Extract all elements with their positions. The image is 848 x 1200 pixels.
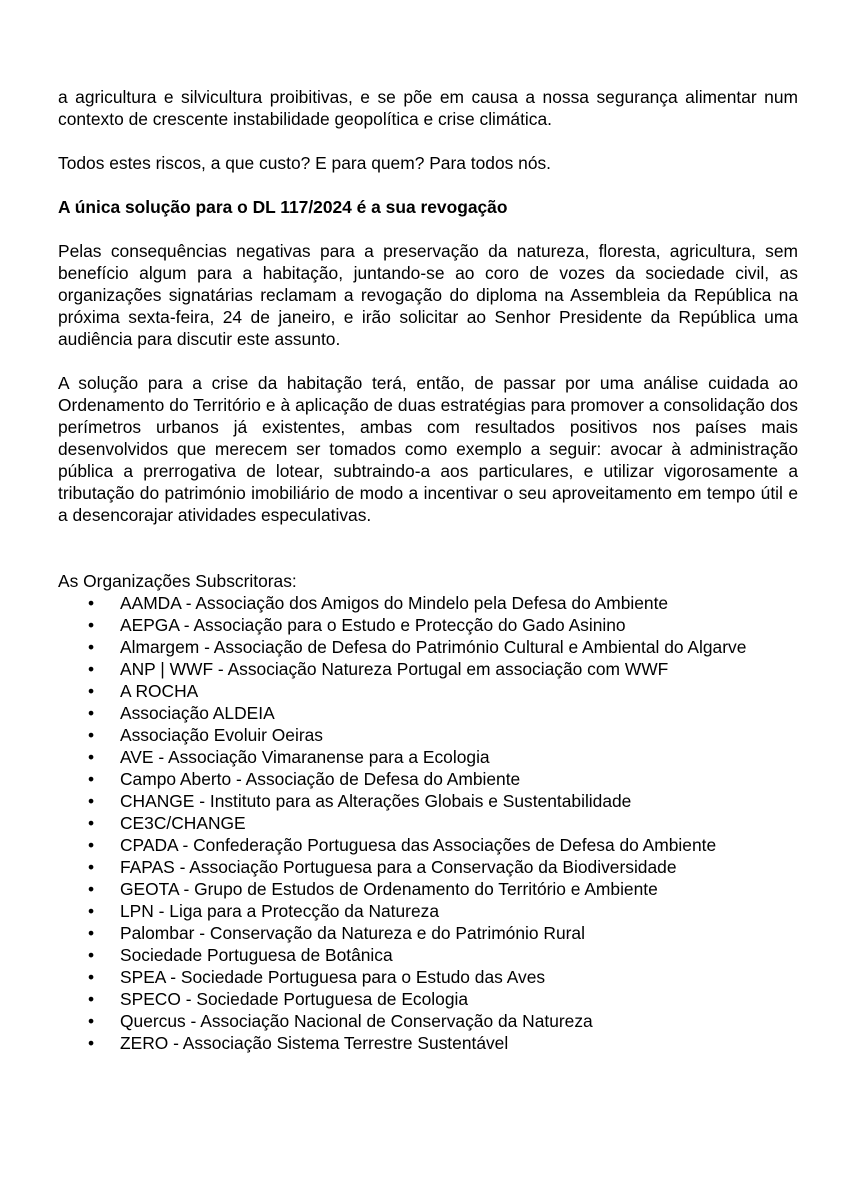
organization-name: CE3C/CHANGE [120,813,246,833]
organization-list-item [58,658,798,680]
bullet-icon: • [88,681,95,701]
bullet-icon: • [88,923,95,943]
organization-name: CHANGE - Instituto para as Alterações Globais e Sustentabilidade [120,791,632,811]
organization-name: A ROCHA [120,681,199,701]
organization-name: FAPAS - Associação Portuguesa para a Conservação da Biodiversidade [120,857,677,877]
bullet-icon: • [88,747,95,767]
organization-name: LPN - Liga para a Protecção da Natureza [120,901,440,921]
organization-list-item [58,702,798,724]
organization-list-item [58,636,798,658]
organization-list-item [58,1010,798,1032]
organization-name: SPECO - Sociedade Portuguesa de Ecologia [120,989,469,1009]
organization-list-item [58,746,798,768]
organization-name: AAMDA - Associação dos Amigos do Mindelo pela Defesa do Ambiente [120,593,669,613]
bullet-icon: • [88,945,95,965]
bullet-icon: • [88,901,95,921]
bullet-icon: • [88,813,95,833]
organization-list-item [58,834,798,856]
organization-list-item [58,724,798,746]
bullet-icon: • [88,593,95,613]
organization-name: SPEA - Sociedade Portuguesa para o Estudo das Aves [120,967,546,987]
bullet-icon: • [88,835,95,855]
bullet-icon: • [88,769,95,789]
paragraph-risks: Todos estes riscos, a que custo? E para quem? Para todos nós. [58,153,552,173]
organization-list-item [58,592,798,614]
section-heading: A única solução para o DL 117/2024 é a sua revogação [58,197,508,217]
bullet-icon: • [88,989,95,1009]
organization-name: Palombar - Conservação da Natureza e do Património Rural [120,923,585,943]
organization-list-item [58,922,798,944]
organizations-title: As Organizações Subscritoras: [58,571,297,591]
bullet-icon: • [88,615,95,635]
organization-name: ANP | WWF - Associação Natureza Portugal em associação com WWF [120,659,669,679]
organization-name: Associação ALDEIA [120,703,275,723]
organization-list-item [58,812,798,834]
organization-name: AVE - Associação Vimaranense para a Ecologia [120,747,490,767]
bullet-icon: • [88,879,95,899]
organization-name: Associação Evoluir Oeiras [120,725,323,745]
organization-list-item [58,878,798,900]
paragraph-food-security: a agricultura e silvicultura proibitivas, e se põe em causa a nossa segurança alimentar num contexto de crescente instabilidade geopolítica e crise climática. [58,87,798,129]
organization-list-item [58,944,798,966]
organization-list-item [58,768,798,790]
bullet-icon: • [88,703,95,723]
bullet-icon: • [88,967,95,987]
organization-list-item [58,614,798,636]
bullet-icon: • [88,1033,95,1053]
organization-list-item [58,1032,798,1054]
organization-name: GEOTA - Grupo de Estudos de Ordenamento do Território e Ambiente [120,879,658,899]
organization-name: Almargem - Associação de Defesa do Património Cultural e Ambiental do Algarve [120,637,747,657]
bullet-icon: • [88,857,95,877]
organization-name: ZERO - Associação Sistema Terrestre Sustentável [120,1033,509,1053]
document-page [58,86,798,1054]
organization-name: Quercus - Associação Nacional de Conservação da Natureza [120,1011,593,1031]
organization-list-item [58,966,798,988]
organization-name: AEPGA - Associação para o Estudo e Protecção do Gado Asinino [120,615,626,635]
organization-name: CPADA - Confederação Portuguesa das Associações de Defesa do Ambiente [120,835,717,855]
organization-list-item [58,856,798,878]
bullet-icon: • [88,637,95,657]
bullet-icon: • [88,725,95,745]
organization-list-item [58,988,798,1010]
organization-list-item [58,900,798,922]
organization-name: Sociedade Portuguesa de Botânica [120,945,393,965]
paragraph-housing-solution: A solução para a crise da habitação terá, então, de passar por uma análise cuidada ao Ordenamento do Território e à aplicação de duas estratégias para promover a consolidação dos perímetros urbanos já existentes, ambas com resultados positivos nos países mais desenvolvidos que merecem ser tomados como exemplo a seguir: avocar à administração pública a prerrogativa de lotear, subtraindo-a aos particulares, e utilizar vigorosamente a tributação do património imobiliário de modo a incentivar o seu aproveitamento em tempo útil e a desencorajar atividades especulativas. [58,373,798,525]
organization-list-item [58,790,798,812]
organization-list-item [58,680,798,702]
organizations-list [58,592,798,1054]
paragraph-revocation: Pelas consequências negativas para a preservação da natureza, floresta, agricultura, sem benefício algum para a habitação, juntando-se ao coro de vozes da sociedade civil, as organizações signatárias reclamam a revogação do diploma na Assembleia da República na próxima sexta-feira, 24 de janeiro, e irão solicitar ao Senhor Presidente da República uma audiência para discutir este assunto. [58,241,798,349]
bullet-icon: • [88,791,95,811]
bullet-icon: • [88,1011,95,1031]
bullet-icon: • [88,659,95,679]
organization-name: Campo Aberto - Associação de Defesa do Ambiente [120,769,521,789]
